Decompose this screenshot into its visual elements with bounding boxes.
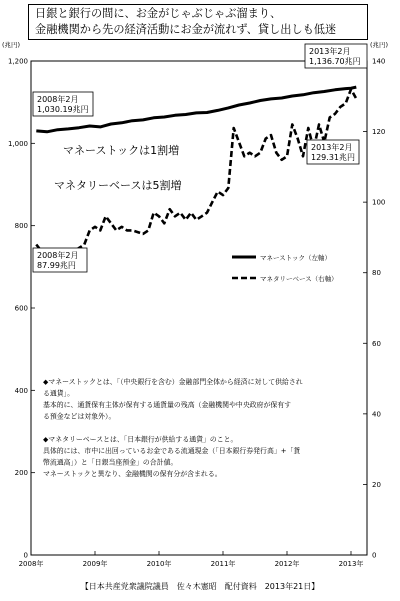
monetary-base-start-label-text: 2008年2月: [37, 251, 79, 260]
x-axis-tick-label: 2012年: [274, 560, 300, 568]
definition-note-line: ◆マネーストックとは、「（中央銀行を含む）金融部門全体から経済に対して供給され: [43, 378, 303, 386]
money-stock-end-label-text: 1,136.70兆円: [309, 57, 361, 66]
definition-note-line: 具体的には、市中に出回っているお金である流通現金（「日本銀行券発行高」+「貨: [43, 447, 301, 455]
legend-label-monetary-base: マネタリーベース（右軸）: [260, 275, 338, 283]
money-stock-start-label-text: 1,030.19兆円: [37, 105, 89, 114]
left-axis-tick-label: 200: [14, 469, 28, 478]
right-axis-tick-label: 100: [372, 198, 386, 207]
definition-note-line: ◆マネタリーベースとは、「日本銀行が供給する通貨」のこと。: [43, 435, 238, 444]
chart-title-line-1: 日銀と銀行の間に、お金がじゃぶじゃぶ溜まり、: [35, 7, 282, 20]
monetary-base-growth-annotation: マネタリーベースは5割増: [54, 179, 182, 192]
x-axis-tick-label: 2008年: [18, 560, 44, 568]
monetary-base-end-label-text: 2013年2月: [311, 143, 353, 152]
right-axis-tick-label: 0: [372, 551, 377, 560]
x-axis-tick-label: 2011年: [210, 560, 236, 568]
money-stock-end-label-text: 2013年2月: [309, 47, 351, 56]
definition-note-line: る通貨」。: [43, 389, 75, 398]
definition-note-line: 基本的に、通貨保有主体が保有する通貨量の残高（金融機関や中央政府が保有す: [43, 401, 292, 409]
legend-label-money-stock: マネーストック（左軸）: [260, 254, 331, 262]
x-axis-tick-label: 2013年: [338, 560, 364, 568]
definition-note-line: マネーストックと異なり、金融機関の保有分が含まれる。: [43, 470, 222, 478]
left-axis-tick-label: 1,200: [7, 57, 28, 66]
x-axis-tick-label: 2009年: [82, 560, 108, 568]
right-axis-tick-label: 40: [372, 410, 381, 419]
monetary-base-end-label-text: 129.31兆円: [311, 153, 355, 162]
right-axis-tick-label: 20: [372, 480, 381, 489]
left-axis-tick-label: 600: [14, 304, 28, 313]
chart-title-line-2: 金融機関から先の経済活動にお金が流れず、貸し出しも低迷: [35, 23, 337, 36]
monetary-base-start-label-text: 87.99兆円: [37, 261, 76, 270]
right-axis-unit: (兆円): [370, 41, 389, 49]
right-axis-tick-label: 120: [372, 128, 386, 137]
right-axis-tick-label: 80: [372, 269, 381, 278]
definition-note-line: る預金などは対象外）。: [43, 412, 116, 421]
right-axis-tick-label: 140: [372, 57, 386, 66]
left-axis-tick-label: 800: [14, 222, 28, 231]
left-axis-tick-label: 0: [23, 551, 28, 560]
footer-credit: 【日本共産党衆議院議員 佐々木憲昭 配付資料 2013年21日】: [80, 582, 320, 591]
money-stock-growth-annotation: マネーストックは1割増: [63, 144, 180, 157]
definition-note-line: 幣流通高」）と「日銀当座預金」の合計値。: [43, 458, 178, 467]
right-axis-tick-label: 60: [372, 339, 381, 348]
x-axis-tick-label: 2010年: [146, 560, 172, 568]
left-axis-tick-label: 1,000: [7, 139, 28, 148]
money-stock-start-label-text: 2008年2月: [37, 95, 79, 104]
left-axis-unit: (兆円): [2, 41, 21, 49]
left-axis-tick-label: 400: [14, 386, 28, 395]
